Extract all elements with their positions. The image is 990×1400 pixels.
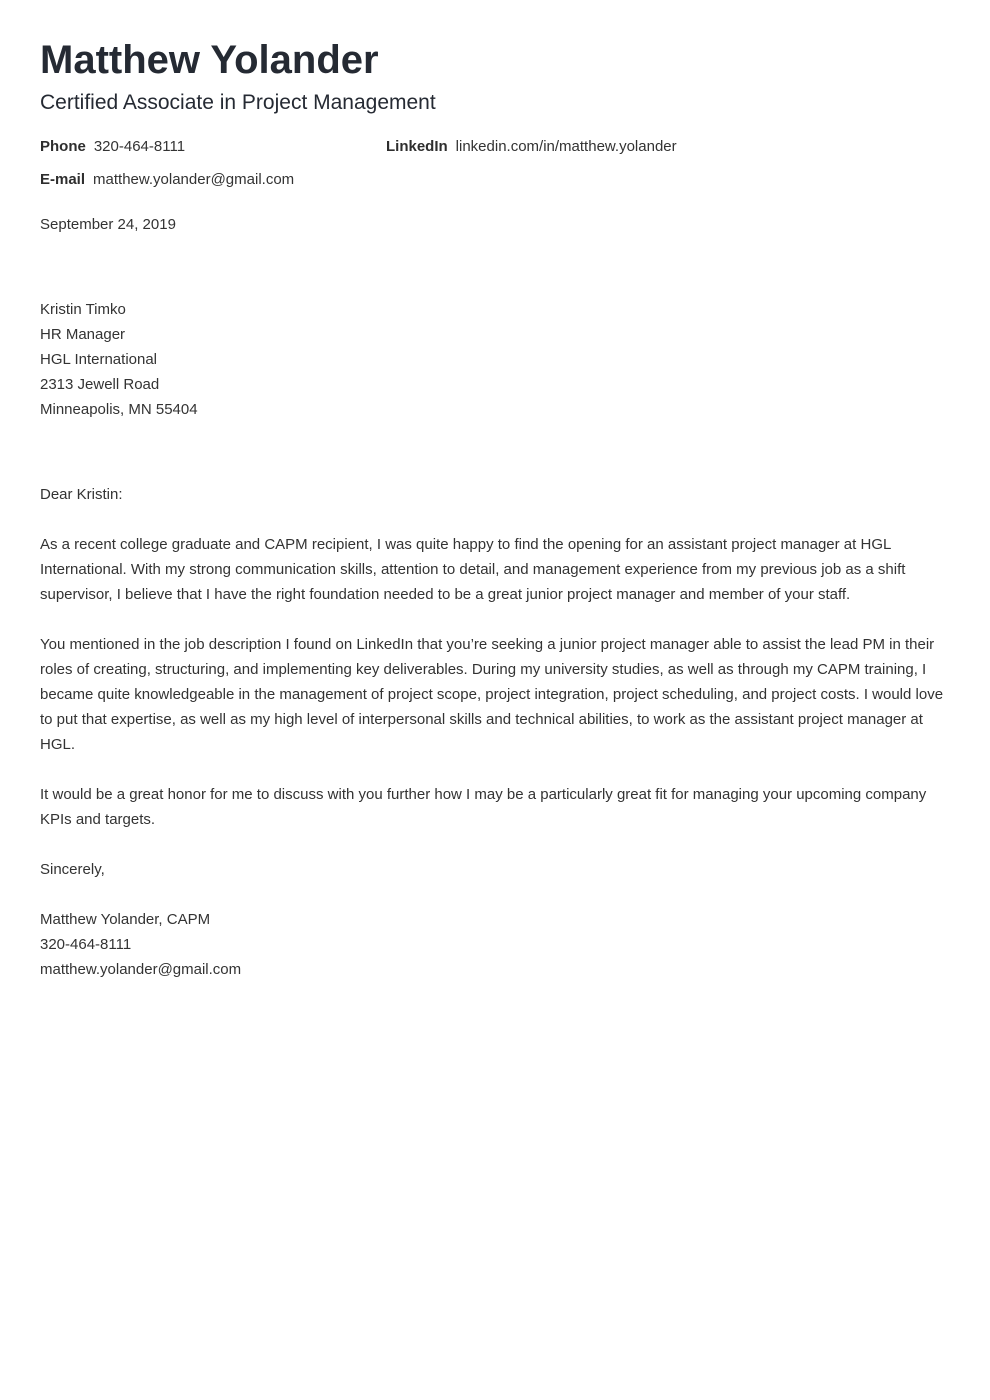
- letter-date: September 24, 2019: [40, 216, 176, 233]
- applicant-name: Matthew Yolander: [40, 38, 379, 82]
- contact-email: [40, 171, 294, 189]
- closing: Sincerely,: [40, 861, 105, 878]
- recipient-position: HR Manager: [40, 326, 126, 343]
- body-paragraph: It would be a great honor for me to discuss with you further how I may be a particularly great fit for managing your upcoming company KPIs and targets.: [40, 786, 927, 828]
- linkedin-label: LinkedIn: [386, 138, 448, 155]
- signature-name: Matthew Yolander, CAPM: [40, 911, 211, 928]
- contact-phone: [40, 138, 185, 156]
- signature-block: [40, 907, 241, 982]
- email-value: matthew.yolander@gmail.com: [93, 171, 295, 188]
- recipient-name: Kristin Timko: [40, 301, 126, 318]
- salutation: Dear Kristin:: [40, 486, 123, 503]
- signature-phone: 320-464-8111: [40, 936, 132, 953]
- email-label: E-mail: [40, 171, 86, 188]
- recipient-street: 2313 Jewell Road: [40, 376, 160, 393]
- recipient-company: HGL International: [40, 351, 158, 368]
- body-paragraph: As a recent college graduate and CAPM recipient, I was quite happy to find the opening for an assistant project manager at HGL International. With my strong communication skills, attention to detail, and management experience from my previous job as a shift supervisor, I believe that I have the right foundation needed to be a great junior project manager and member of your staff.: [40, 536, 906, 603]
- recipient-city: Minneapolis, MN 55404: [40, 401, 198, 418]
- applicant-title: Certified Associate in Project Management: [40, 91, 436, 114]
- contact-linkedin: [386, 138, 677, 156]
- recipient-block: [40, 297, 198, 422]
- body-paragraph: You mentioned in the job description I found on LinkedIn that you’re seeking a junior project manager able to assist the lead PM in their roles of creating, structuring, and implementing key deliverables. During my university studies, as well as through my CAPM training, I became quite knowledgeable in the management of project scope, project integration, project scheduling, and project costs. I would love to put that expertise, as well as my high level of interpersonal skills and technical abilities, to work as the assistant project manager at HGL.: [40, 636, 944, 753]
- signature-email: matthew.yolander@gmail.com: [40, 961, 242, 978]
- phone-label: Phone: [40, 138, 86, 155]
- phone-value: 320-464-8111: [93, 138, 186, 155]
- linkedin-value: linkedin.com/in/matthew.yolander: [455, 138, 677, 155]
